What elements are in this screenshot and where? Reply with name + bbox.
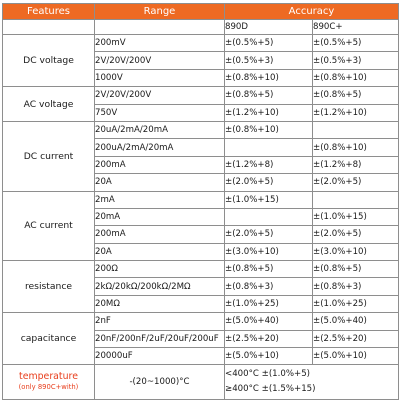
range-cell: 20000uF — [95, 348, 225, 365]
accuracy-890d-cell: ±(5.0%+10) — [225, 348, 313, 365]
accuracy-890d-cell: ±(1.0%+15) — [225, 191, 313, 208]
accuracy-890d-cell — [225, 139, 313, 156]
temperature-row — [3, 365, 399, 400]
range-cell: 20A — [95, 243, 225, 260]
range-cell: 200mA — [95, 156, 225, 173]
header-features: Features — [3, 4, 95, 20]
accuracy-890c-plus-cell: ±(2.0%+5) — [313, 226, 399, 243]
range-cell: 200mV — [95, 35, 225, 52]
range-cell: 2kΩ/20kΩ/200kΩ/2MΩ — [95, 278, 225, 295]
table-row — [3, 261, 399, 278]
temperature-title: temperature — [19, 371, 78, 383]
temperature-accuracy-high: ≥400°C ±(1.5%+15) — [225, 384, 316, 395]
range-cell: 20A — [95, 174, 225, 191]
header-range: Range — [95, 4, 225, 20]
range-cell: 20nF/200nF/2uF/20uF/200uF — [95, 330, 225, 347]
accuracy-890c-plus-cell: ±(0.5%+5) — [313, 35, 399, 52]
temperature-accuracy-cell — [225, 365, 399, 400]
feature-cell: capacitance — [3, 313, 95, 365]
temperature-range-cell: -(20~1000)°C — [95, 365, 225, 400]
range-cell: 2V/20V/200V — [95, 87, 225, 104]
accuracy-890c-plus-cell: ±(1.2%+10) — [313, 104, 399, 121]
accuracy-890c-plus-cell: ±(1.2%+8) — [313, 156, 399, 173]
range-cell: 200Ω — [95, 261, 225, 278]
accuracy-890c-plus-cell: ±(3.0%+10) — [313, 243, 399, 260]
model-890c-plus: 890C+ — [313, 20, 399, 35]
accuracy-890c-plus-cell: ±(0.8%+5) — [313, 87, 399, 104]
spec-table-container — [2, 3, 398, 400]
model-890d: 890D — [225, 20, 313, 35]
accuracy-890c-plus-cell: ±(0.8%+5) — [313, 261, 399, 278]
accuracy-890d-cell: ±(0.8%+5) — [225, 87, 313, 104]
accuracy-890d-cell — [225, 208, 313, 225]
table-row — [3, 121, 399, 138]
accuracy-890c-plus-cell: ±(0.8%+10) — [313, 139, 399, 156]
accuracy-890d-cell: ±(0.8%+5) — [225, 261, 313, 278]
accuracy-890c-plus-cell: ±(0.8%+10) — [313, 69, 399, 86]
feature-cell: AC voltage — [3, 87, 95, 122]
range-cell: 1000V — [95, 69, 225, 86]
range-cell: 20MΩ — [95, 295, 225, 312]
table-row — [3, 313, 399, 330]
temperature-note: (only 890C+with) — [18, 383, 79, 392]
table-row — [3, 191, 399, 208]
range-cell: 750V — [95, 104, 225, 121]
range-cell: 2mA — [95, 191, 225, 208]
accuracy-890d-cell: ±(2.0%+5) — [225, 174, 313, 191]
accuracy-890d-cell: ±(0.5%+3) — [225, 52, 313, 69]
header-accuracy: Accuracy — [225, 4, 399, 20]
accuracy-890c-plus-cell: ±(1.0%+25) — [313, 295, 399, 312]
feature-cell: AC current — [3, 191, 95, 261]
range-cell: 200mA — [95, 226, 225, 243]
accuracy-890c-plus-cell: ±(5.0%+10) — [313, 348, 399, 365]
range-cell: 200uA/2mA/20mA — [95, 139, 225, 156]
accuracy-890c-plus-cell — [313, 191, 399, 208]
accuracy-890d-cell: ±(0.5%+5) — [225, 35, 313, 52]
accuracy-890d-cell: ±(0.8%+10) — [225, 69, 313, 86]
model-empty-features — [3, 20, 95, 35]
accuracy-890c-plus-cell: ±(2.0%+5) — [313, 174, 399, 191]
accuracy-890d-cell: ±(2.0%+5) — [225, 226, 313, 243]
table-row — [3, 35, 399, 52]
accuracy-890d-cell: ±(3.0%+10) — [225, 243, 313, 260]
temperature-accuracy-low: <400°C ±(1.0%+5) — [225, 369, 311, 380]
table-row — [3, 87, 399, 104]
spec-table — [2, 3, 399, 400]
accuracy-890d-cell: ±(1.2%+10) — [225, 104, 313, 121]
accuracy-890c-plus-cell: ±(5.0%+40) — [313, 313, 399, 330]
accuracy-890c-plus-cell: ±(0.5%+3) — [313, 52, 399, 69]
accuracy-890c-plus-cell: ±(1.0%+15) — [313, 208, 399, 225]
range-cell: 2nF — [95, 313, 225, 330]
accuracy-890d-cell: ±(0.8%+10) — [225, 121, 313, 138]
header-row — [3, 4, 399, 20]
temperature-feature-cell — [3, 365, 95, 400]
accuracy-890d-cell: ±(2.5%+20) — [225, 330, 313, 347]
accuracy-890d-cell: ±(5.0%+40) — [225, 313, 313, 330]
feature-cell: DC voltage — [3, 35, 95, 87]
range-cell: 20mA — [95, 208, 225, 225]
feature-cell: resistance — [3, 261, 95, 313]
model-empty-range — [95, 20, 225, 35]
accuracy-890d-cell: ±(0.8%+3) — [225, 278, 313, 295]
accuracy-890d-cell: ±(1.0%+25) — [225, 295, 313, 312]
model-row — [3, 20, 399, 35]
range-cell: 2V/20V/200V — [95, 52, 225, 69]
accuracy-890c-plus-cell: ±(0.8%+3) — [313, 278, 399, 295]
feature-cell: DC current — [3, 121, 95, 191]
accuracy-890c-plus-cell — [313, 121, 399, 138]
accuracy-890d-cell: ±(1.2%+8) — [225, 156, 313, 173]
range-cell: 20uA/2mA/20mA — [95, 121, 225, 138]
accuracy-890c-plus-cell: ±(2.5%+20) — [313, 330, 399, 347]
